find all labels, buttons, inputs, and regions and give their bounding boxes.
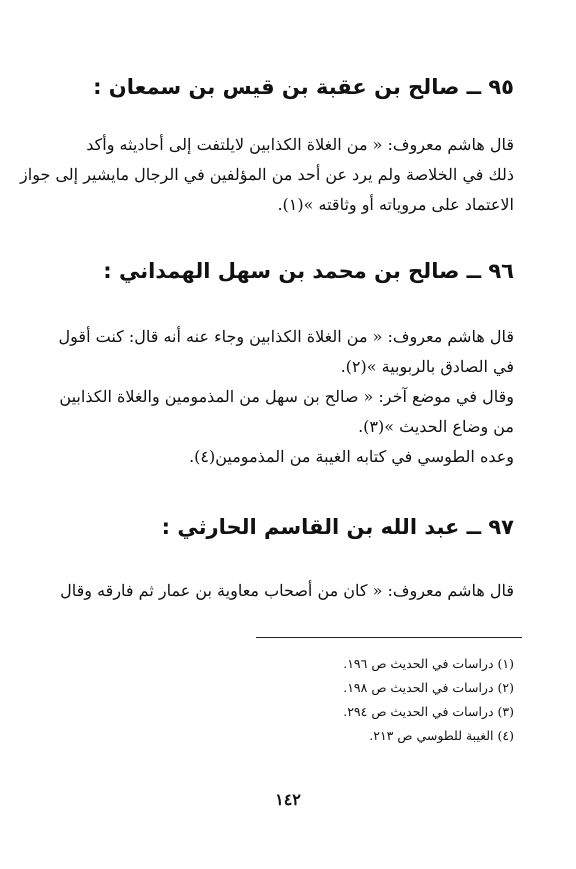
body-line: وعده الطوسي في كتابه الغيبة من المذمومين(٤). [189,447,514,466]
footnote-1: (١) دراسات في الحديث ص ١٩٦. [343,656,514,671]
footnote-2: (٢) دراسات في الحديث ص ١٩٨. [343,680,514,695]
body-line: قال هاشم معروف: « كان من أصحاب معاوية بن عمار ثم فارقه وقال [60,581,514,600]
body-line: ذلك في الخلاصة ولم يرد عن أحد من المؤلفين في الرجال مايشير إلى جواز [20,165,514,184]
body-line: في الصادق بالربوبية »(٢). [340,357,514,376]
body-line: من وضاع الحديث »(٣). [358,417,514,436]
entry-heading-95: ٩٥ ــ صالح بن عقبة بن قيس بن سمعان : [93,75,514,99]
footnote-separator [256,637,522,638]
footnote-4: (٤) الغيبة للطوسي ص ٢١٣. [369,728,514,743]
footnote-3: (٣) دراسات في الحديث ص ٢٩٤. [343,704,514,719]
page-number: ١٤٢ [275,790,301,809]
entry-heading-96: ٩٦ ــ صالح بن محمد بن سهل الهمداني : [103,259,514,283]
body-line: الاعتماد على مروياته أو وثاقته »(١). [277,195,514,214]
body-line: قال هاشم معروف: « من الغلاة الكذابين لايلتفت إلى أحاديثه وأكد [86,135,514,154]
entry-heading-97: ٩٧ ــ عبد الله بن القاسم الحارثي : [161,515,514,539]
entry-body-96 [40,322,514,472]
entry-body-97 [40,576,514,606]
footnotes [60,652,514,748]
body-line: وقال في موضع آخر: « صالح بن سهل من المذمومين والغلاة الكذابين [59,387,514,406]
body-line: قال هاشم معروف: « من الغلاة الكذابين وجاء عنه أنه قال: كنت أقول [58,327,514,346]
entry-body-95 [20,130,514,220]
